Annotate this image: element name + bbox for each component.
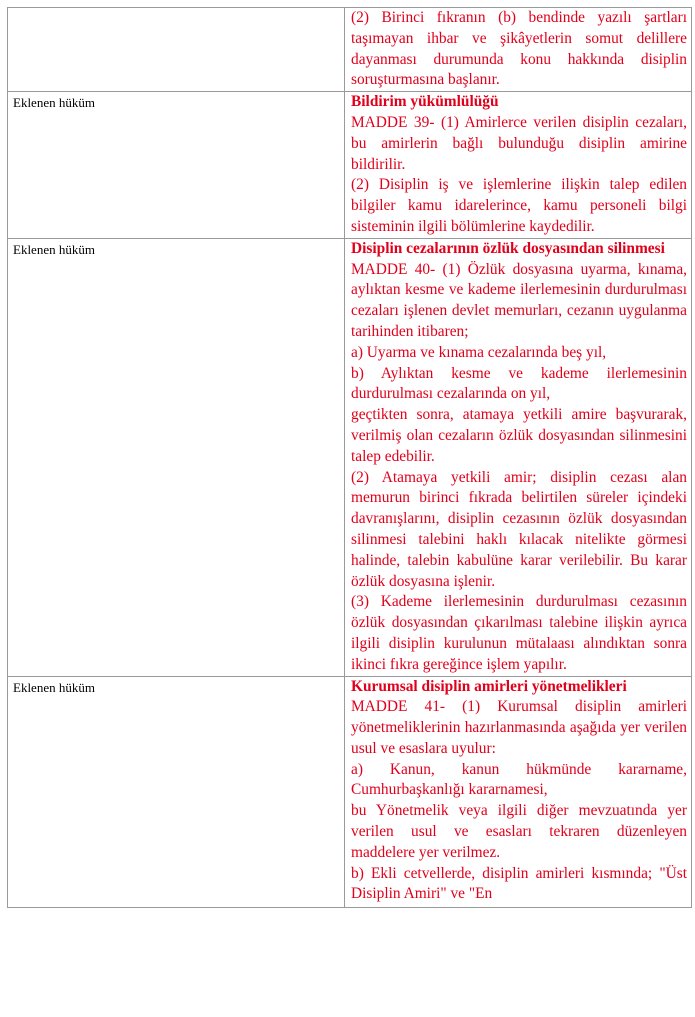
paragraph: (2) Atamaya yetkili amir; disiplin cezası alan memurun birinci fıkrada belirtilen süreler içindeki davranışlarını, disiplin cezasının özlük dosyasından silinmesi talebini haklı kılacak nitelikte görmesi halinde, talebin kabulüne karar verilebilir. Bu karar özlük dosyasına işlenir. [351,468,687,590]
paragraph: a) Kanun, kanun hükmünde kararname, Cumhurbaşkanlığı kararnamesi, [351,760,687,799]
paragraph: bu Yönetmelik veya ilgili diğer mevzuatında yer verilen usul ve esasları tekraren düzenleyen maddelere yer verilmez. [351,802,687,861]
table-row [8,92,692,239]
table-row [8,8,692,92]
table-row [8,676,692,907]
paragraph: MADDE 40- (1) Özlük dosyasına uyarma, kınama, aylıktan kesme ve kademe ilerlemesinin durdurulması cezaları işlenen devlet memurları, cezanın uygulanma tarihinden itibaren; [351,260,687,340]
paragraph: b) Ekli cetvellerde, disiplin amirleri kısmında; "Üst Disiplin Amiri" ve "En [351,864,687,903]
paragraph: b) Aylıktan kesme ve kademe ilerlemesinin durdurulması cezalarında on yıl, [351,364,687,403]
article-heading: Disiplin cezalarının özlük dosyasından silinmesi [351,239,665,257]
paragraph: geçtikten sonra, atamaya yetkili amire başvurarak, verilmiş olan cezaların özlük dosyasından silinmesini talep edebilir. [351,406,687,465]
row-label [8,8,345,92]
row-label: Eklenen hüküm [8,676,345,907]
paragraph: a) Uyarma ve kınama cezalarında beş yıl, [351,343,607,361]
table-row [8,238,692,676]
row-content [345,8,692,92]
article-heading: Kurumsal disiplin amirleri yönetmelikleri [351,677,627,695]
paragraph: (2) Birinci fıkranın (b) bendinde yazılı şartları taşımayan ihbar ve şikâyetlerin somut delillere dayanması durumunda konu hakkında disiplin soruşturmasına başlanır. [351,9,687,89]
row-label: Eklenen hüküm [8,238,345,676]
row-content [345,676,692,907]
article-heading: Bildirim yükümlülüğü [351,93,499,111]
row-content [345,238,692,676]
paragraph: MADDE 41- (1) Kurumsal disiplin amirleri yönetmeliklerinin hazırlanmasında aşağıda yer verilen usul ve esaslara uyulur: [351,698,687,757]
row-label: Eklenen hüküm [8,92,345,239]
document-table [7,7,692,908]
paragraph: MADDE 39- (1) Amirlerce verilen disiplin cezaları, bu amirlerin bağlı bulunduğu disiplin amirine bildirilir. [351,113,687,173]
paragraph: (3) Kademe ilerlemesinin durdurulması cezasının özlük dosyasından çıkarılması talebine ilişkin ayrıca ilgili disiplin kurulunun mütalaası alındıktan sonra ikinci fıkra gereğince işlem yapılır. [351,593,687,673]
paragraph: (2) Disiplin iş ve işlemlerine ilişkin talep edilen bilgiler kamu idarelerince, kamu personeli bilgi sisteminin ilgili bölümlerine kaydedilir. [351,176,687,235]
row-content [345,92,692,239]
